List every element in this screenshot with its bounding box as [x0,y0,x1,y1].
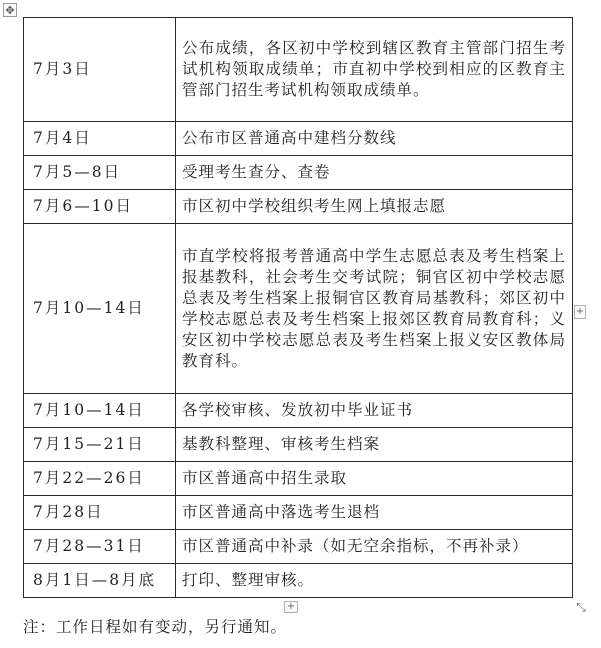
content-cell[interactable]: 市区普通高中落选考生退档 [176,496,573,530]
footnote: 注：工作日程如有变动，另行通知。 [23,618,288,636]
date-cell[interactable]: 7月3日 [24,18,176,122]
schedule-table [23,17,573,598]
content-cell[interactable]: 打印、整理审核。 [176,564,573,598]
table-row [24,122,573,156]
table-row [24,496,573,530]
table-row [24,18,573,122]
content-cell[interactable]: 市区初中学校组织考生网上填报志愿 [176,190,573,224]
date-cell[interactable]: 7月10—14日 [24,394,176,428]
date-cell[interactable]: 7月6—10日 [24,190,176,224]
content-cell[interactable]: 公布市区普通高中建档分数线 [176,122,573,156]
move-arrows-icon[interactable]: ✥ [3,3,17,17]
date-cell[interactable]: 7月5—8日 [24,156,176,190]
date-cell[interactable]: 7月15—21日 [24,428,176,462]
table-row [24,428,573,462]
content-cell[interactable]: 受理考生查分、查卷 [176,156,573,190]
plus-icon[interactable]: + [575,306,585,317]
content-cell[interactable]: 公布成绩，各区初中学校到辖区教育主管部门招生考试机构领取成绩单；市直初中学校到相应的区教育主管部门招生考试机构领取成绩单。 [176,18,573,122]
content-cell[interactable]: 市直学校将报考普通高中学生志愿总表及考生档案上报基教科，社会考生交考试院；铜官区初中学校志愿总表及考生档案上报铜官区教育局基教科；郊区初中学校志愿总表及考生档案上报郊区教育局教育科；义安区初中学校志愿总表及考生档案上报义安区教体局教育科。 [176,224,573,394]
table-row [24,394,573,428]
date-cell[interactable]: 7月28—31日 [24,530,176,564]
plus-icon[interactable]: + [284,601,298,613]
table-row [24,190,573,224]
date-cell[interactable]: 7月28日 [24,496,176,530]
date-cell[interactable]: 7月4日 [24,122,176,156]
content-cell[interactable]: 市区普通高中补录（如无空余指标，不再补录） [176,530,573,564]
content-cell[interactable]: 市区普通高中招生录取 [176,462,573,496]
date-cell[interactable]: 7月22—26日 [24,462,176,496]
table-row [24,156,573,190]
date-cell[interactable]: 7月10—14日 [24,224,176,394]
table-row [24,224,573,394]
table-row [24,564,573,598]
table-row [24,530,573,564]
content-cell[interactable]: 基教科整理、审核考生档案 [176,428,573,462]
content-cell[interactable]: 各学校审核、发放初中毕业证书 [176,394,573,428]
table-row [24,462,573,496]
resize-diagonal-icon[interactable]: ⤡ [576,600,586,614]
date-cell[interactable]: 8月1日—8月底 [24,564,176,598]
